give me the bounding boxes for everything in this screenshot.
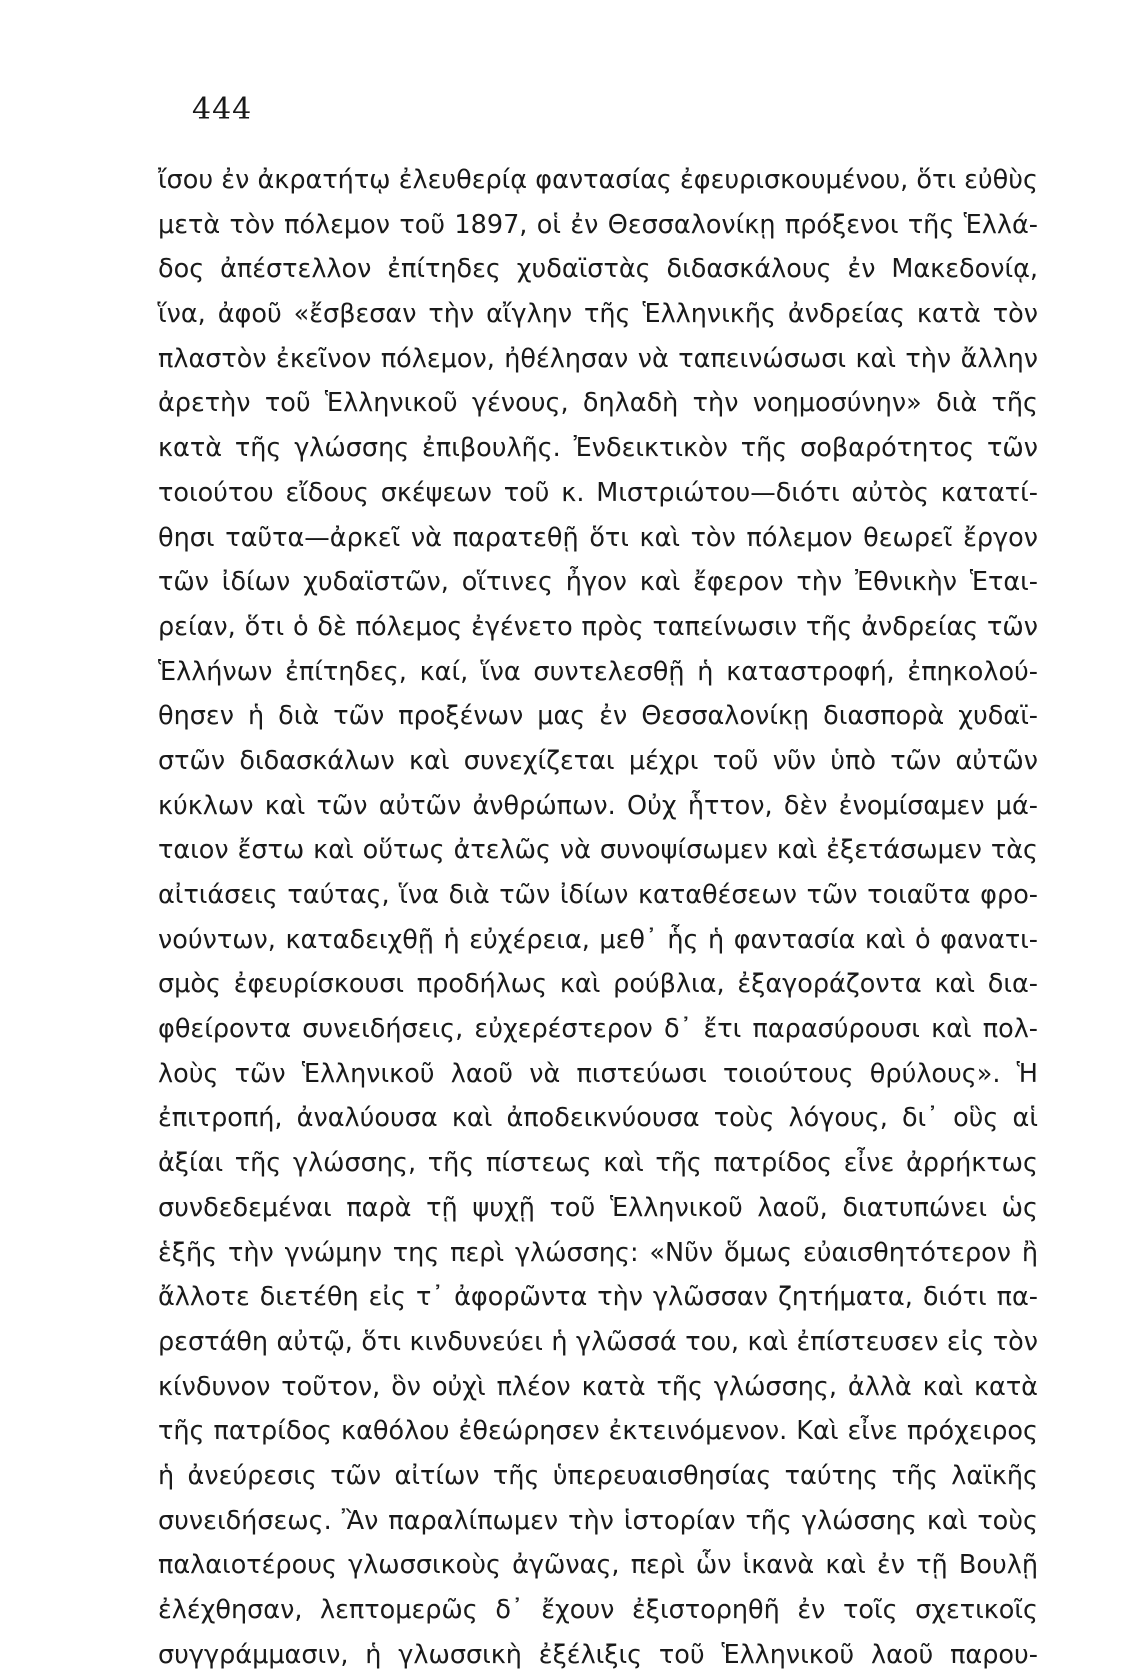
text-line: ἐλέχθησαν, λεπτομερῶς δ᾽ ἔχουν ἐξιστορηθῆ ἐν τοῖς σχετικοῖς <box>158 1595 1038 1625</box>
body-text <box>158 158 1038 1677</box>
text-line: κύκλων καὶ τῶν αὐτῶν ἀνθρώπων. Οὐχ ἧττον, δὲν ἐνομίσαμεν μά- <box>158 790 1038 821</box>
text-line: μετὰ τὸν πόλεμον τοῦ 1897, οἱ ἐν Θεσσαλονίκῃ πρόξενοι τῆς Ἑλλά- <box>158 209 1038 240</box>
text-line: ταιον ἔστω καὶ οὕτως ἀτελῶς νὰ συνοψίσωμεν καὶ ἐξετάσωμεν τὰς <box>158 835 1038 866</box>
text-line: θησι ταῦτα—ἀρκεῖ νὰ παρατεθῇ ὅτι καὶ τὸν πόλεμον θεωρεῖ ἔργον <box>158 522 1038 553</box>
text-line: σμὸς ἐφευρίσκουσι προδήλως καὶ ρούβλια, ἐξαγοράζοντα καὶ δια- <box>158 969 1038 1000</box>
text-line: φθείροντα συνειδήσεις, εὐχερέστερον δ᾽ ἔτι παρασύρουσι καὶ πολ- <box>158 1014 1038 1045</box>
text-line: συνειδήσεως. Ἂν παραλίπωμεν τὴν ἱστορίαν τῆς γλώσσης καὶ τοὺς <box>158 1505 1038 1536</box>
text-line: ἐπιτροπή, ἀναλύουσα καὶ ἀποδεικνύουσα τοὺς λόγους, δι᾽ οὓς αἱ <box>158 1103 1038 1134</box>
text-line: Ἑλλήνων ἐπίτηδες, καί, ἵνα συντελεσθῇ ἡ καταστροφή, ἐπηκολού- <box>158 656 1038 687</box>
text-line: τοιούτου εἴδους σκέψεων τοῦ κ. Μιστριώτου—διότι αὐτὸς κατατί- <box>158 477 1038 508</box>
text-line: ἀρετὴν τοῦ Ἑλληνικοῦ γένους, δηλαδὴ τὴν νοημοσύνην» διὰ τῆς <box>158 388 1038 419</box>
text-line: ρεστάθη αὐτῷ, ὅτι κινδυνεύει ἡ γλῶσσά του, καὶ ἐπίστευσεν εἰς τὸν <box>158 1326 1038 1357</box>
text-line: πλαστὸν ἐκεῖνον πόλεμον, ἠθέλησαν νὰ ταπεινώσωσι καὶ τὴν ἄλλην <box>158 343 1038 374</box>
text-line: αἰτιάσεις ταύτας, ἵνα διὰ τῶν ἰδίων καταθέσεων τῶν τοιαῦτα φρο- <box>158 880 1038 910</box>
text-line: ἴσου ἐν ἀκρατήτῳ ἐλευθερίᾳ φαντασίας ἐφευρισκουμένου, ὅτι εὐθὺς <box>158 165 1038 195</box>
text-line: συνδεδεμέναι παρὰ τῇ ψυχῇ τοῦ Ἑλληνικοῦ λαοῦ, διατυπώνει ὡς <box>158 1192 1038 1223</box>
text-line: κίνδυνον τοῦτον, ὃν οὐχὶ πλέον κατὰ τῆς γλώσσης, ἀλλὰ καὶ κατὰ <box>158 1371 1038 1402</box>
text-line: ρείαν, ὅτι ὁ δὲ πόλεμος ἐγένετο πρὸς ταπείνωσιν τῆς ἀνδρείας τῶν <box>158 611 1038 642</box>
text-line: στῶν διδασκάλων καὶ συνεχίζεται μέχρι τοῦ νῦν ὑπὸ τῶν αὐτῶν <box>158 745 1038 776</box>
text-line: θησεν ἡ διὰ τῶν προξένων μας ἐν Θεσσαλονίκῃ διασπορὰ χυδαϊ- <box>158 701 1038 732</box>
text-line: ἑξῆς τὴν γνώμην της περὶ γλώσσης: «Νῦν ὅμως εὐαισθητότερον ἢ <box>158 1237 1038 1268</box>
text-line: ἄλλοτε διετέθη εἰς τ᾽ ἀφορῶντα τὴν γλῶσσαν ζητήματα, διότι πα- <box>158 1282 1038 1313</box>
text-line: ἵνα, ἀφοῦ «ἔσβεσαν τὴν αἴγλην τῆς Ἑλληνικῆς ἀνδρείας κατὰ τὸν <box>158 299 1038 330</box>
text-line: συγγράμμασιν, ἡ γλωσσικὴ ἐξέλιξις τοῦ Ἑλληνικοῦ λαοῦ παρου- <box>158 1639 1038 1670</box>
text-line: κατὰ τῆς γλώσσης ἐπιβουλῆς. Ἐνδεικτικὸν τῆς σοβαρότητος τῶν <box>158 433 1038 464</box>
text-line: νούντων, καταδειχθῇ ἡ εὐχέρεια, μεθ᾽ ἧς ἡ φαντασία καὶ ὁ φανατι- <box>158 924 1038 955</box>
text-line: ἡ ἀνεύρεσις τῶν αἰτίων τῆς ὑπερευαισθησίας ταύτης τῆς λαϊκῆς <box>158 1460 1038 1491</box>
text-line: τῶν ἰδίων χυδαϊστῶν, οἵτινες ἦγον καὶ ἔφερον τὴν Ἐθνικὴν Ἑται- <box>158 567 1038 598</box>
page-number: 444 <box>192 92 253 127</box>
text-line: παλαιοτέρους γλωσσικοὺς ἀγῶνας, περὶ ὧν ἱκανὰ καὶ ἐν τῇ Βουλῇ <box>158 1550 1038 1581</box>
text-line: λοὺς τῶν Ἑλληνικοῦ λαοῦ νὰ πιστεύωσι τοιούτους θρύλους». Ἡ <box>158 1058 1038 1089</box>
text-line: ἀξίαι τῆς γλώσσης, τῆς πίστεως καὶ τῆς πατρίδος εἶνε ἀρρήκτως <box>158 1148 1038 1179</box>
text-line: τῆς πατρίδος καθόλου ἐθεώρησεν ἐκτεινόμενον. Καὶ εἶνε πρόχειρος <box>158 1416 1038 1447</box>
text-line: δος ἀπέστελλον ἐπίτηδες χυδαϊστὰς διδασκάλους ἐν Μακεδονίᾳ, <box>158 254 1038 285</box>
